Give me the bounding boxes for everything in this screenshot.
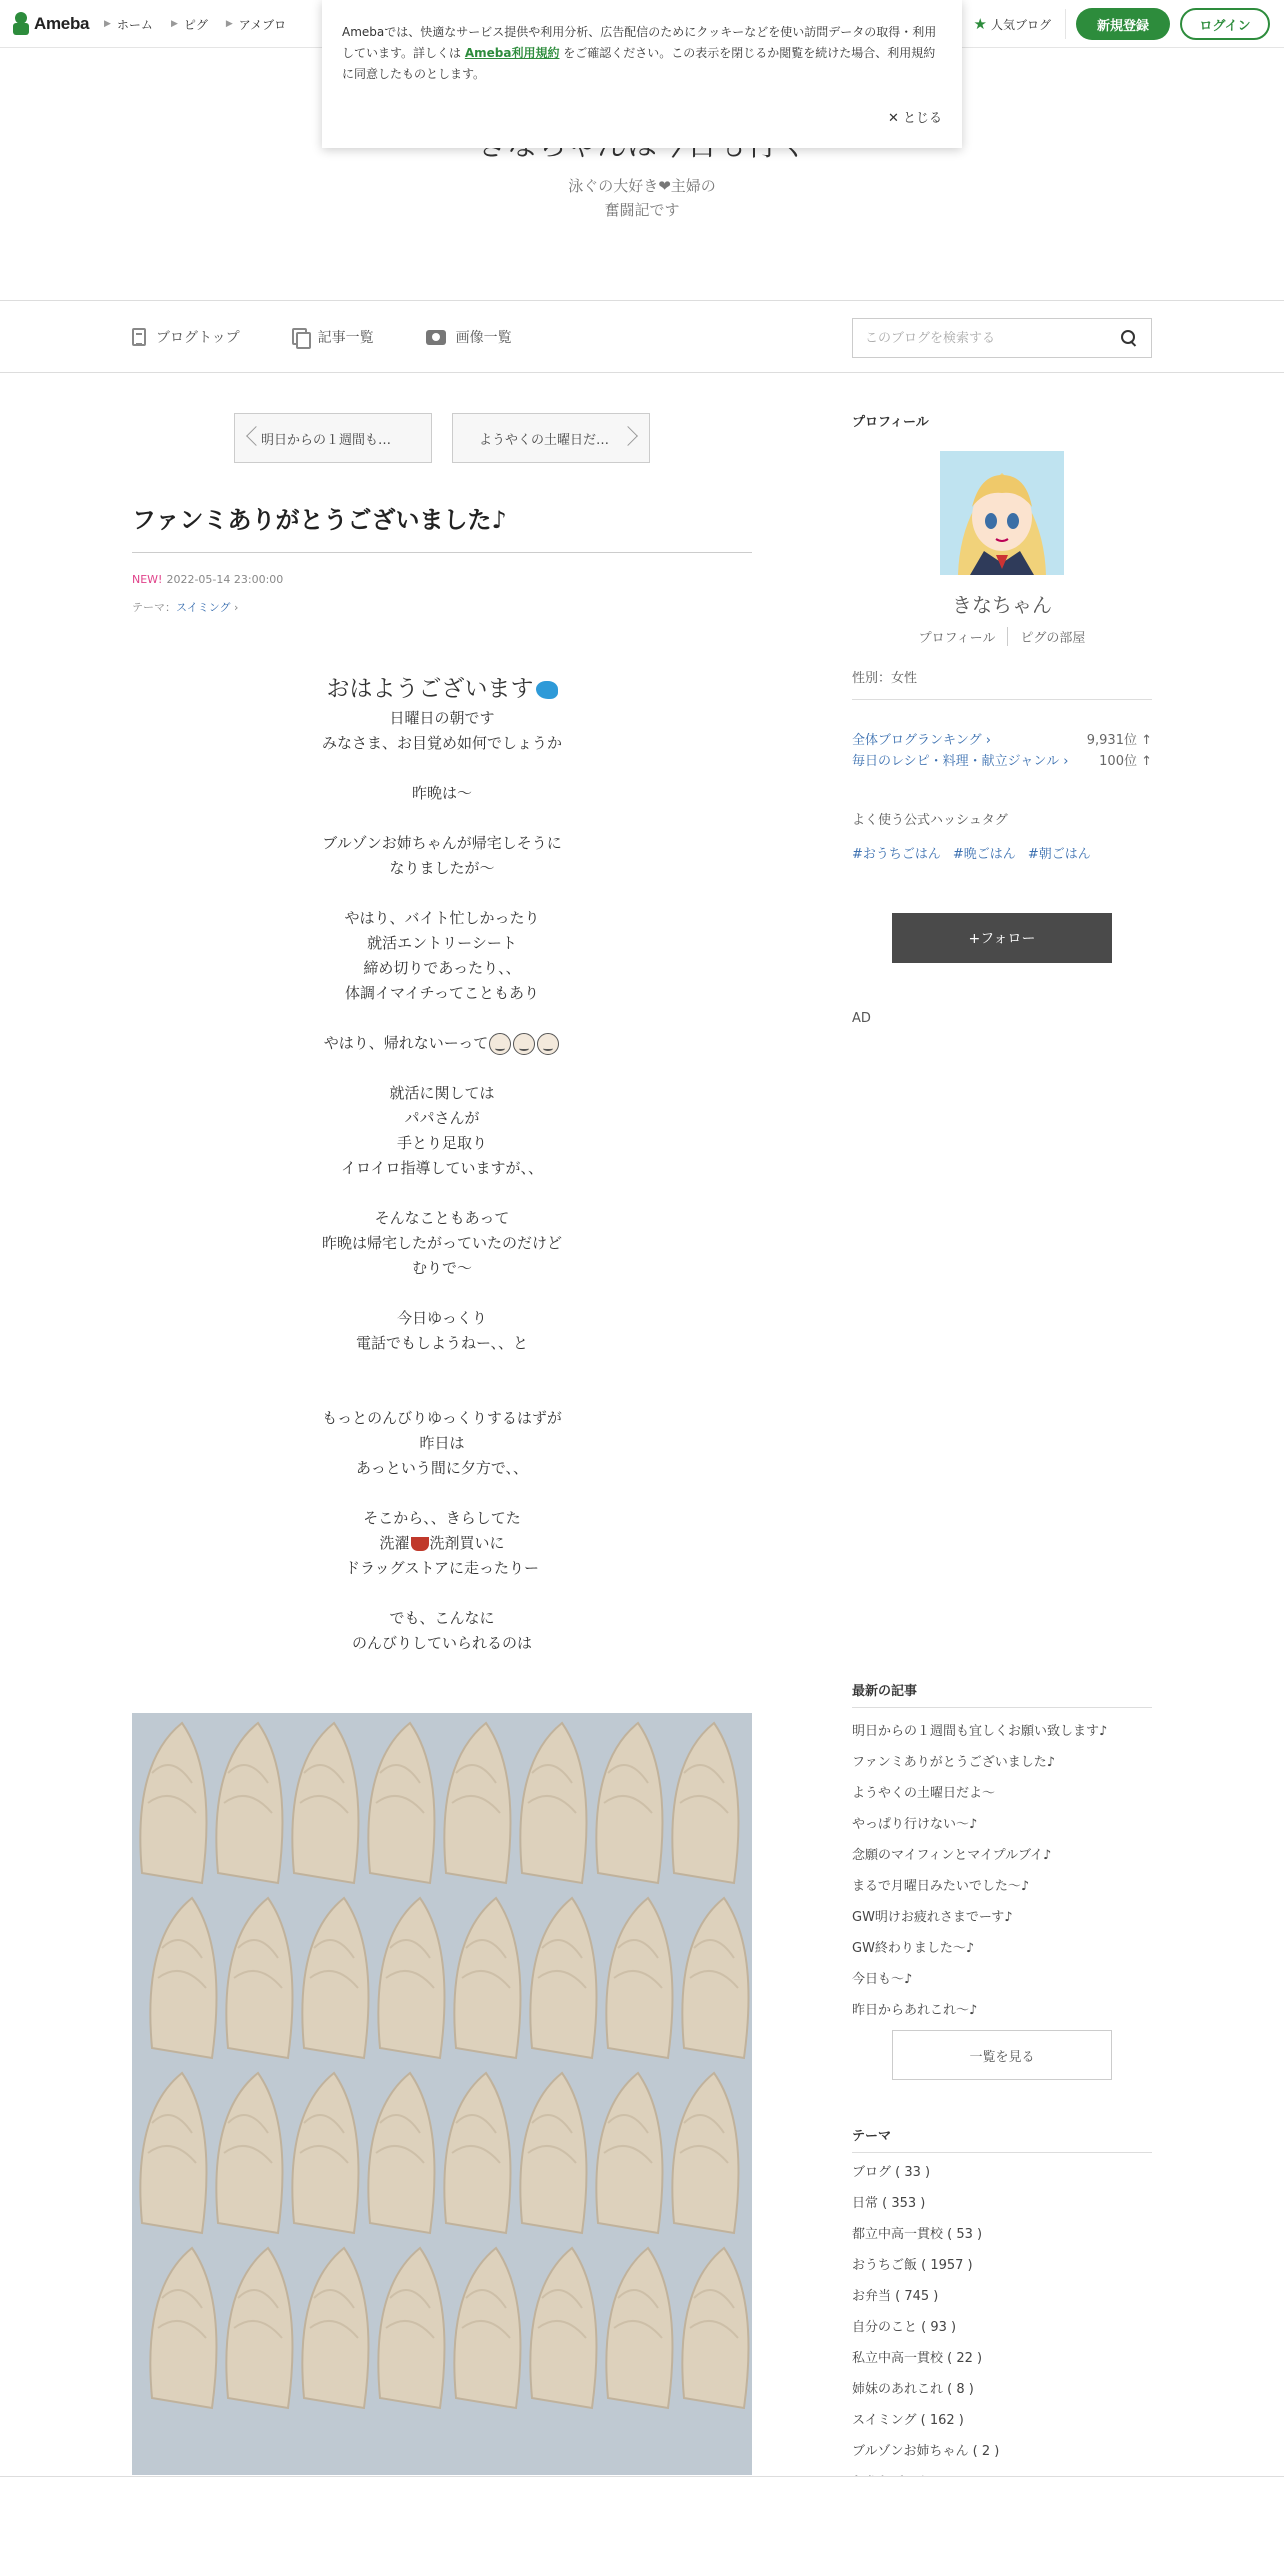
blog-search — [852, 318, 1152, 358]
divider — [852, 699, 1152, 700]
ranking-overall — [852, 729, 1152, 748]
list-item[interactable]: ブルゾンお姉ちゃん ( 2 ) — [852, 2444, 1000, 2459]
plastic-wrap-overlay — [132, 1713, 752, 2475]
list-item[interactable]: 私立中高一貫校 ( 22 ) — [852, 2351, 983, 2366]
article-line — [132, 1481, 752, 1506]
article-line: 体調イマイチってこともあり — [344, 984, 540, 1002]
ranking-overall-link[interactable] — [852, 729, 991, 748]
cookie-consent-dialog — [322, 0, 962, 148]
theme-label: テーマ： — [132, 601, 176, 614]
article-pager — [234, 413, 650, 463]
list-item[interactable]: 昨日からあれこれ〜♪ — [852, 2003, 978, 2018]
nav-home-label: ホーム — [116, 17, 153, 32]
list-item[interactable]: ようやくの土曜日だよ〜 — [852, 1786, 996, 1801]
article-title: ファンミありがとうございました♪ — [132, 500, 752, 553]
article-line — [132, 1581, 752, 1606]
chevron-right-icon: ▶ — [225, 19, 233, 29]
crying-face-emoji-icon — [537, 1033, 559, 1055]
avatar[interactable] — [940, 451, 1064, 575]
follow-button[interactable]: +フォロー — [892, 913, 1112, 963]
logo-text: Ameba — [34, 14, 90, 33]
article-line: 昨日は — [419, 1434, 465, 1452]
blog-top-label: ブログトップ — [156, 330, 240, 346]
article-line: イロイロ指導していますが、、 — [340, 1159, 544, 1177]
themes-heading: テーマ — [852, 2125, 1152, 2153]
chevron-right-icon: ▶ — [104, 19, 111, 29]
list-item[interactable]: 都立中高一貫校 ( 53 ) — [852, 2227, 983, 2242]
view-all-button[interactable]: 一覧を見る — [892, 2030, 1112, 2080]
ameba-logo[interactable] — [12, 12, 89, 36]
hashtag-link[interactable]: #朝ごはん — [1027, 847, 1091, 862]
gyoza-photo-drawing — [132, 1713, 752, 2475]
nav-pigg-label: ピグ — [183, 17, 208, 32]
profile-gender: 性別：女性 — [852, 671, 918, 686]
article-line-text: 洗濯 — [379, 1534, 410, 1552]
chevron-right-icon: › — [981, 733, 991, 748]
article-line: 手とり足取り — [396, 1134, 487, 1152]
chevron-right-icon: ▶ — [170, 19, 178, 29]
star-icon: ★ — [973, 15, 987, 33]
prev-article-button[interactable] — [234, 413, 432, 463]
list-item[interactable]: 念願のマイフィンとマイプルブイ♪ — [852, 1848, 1052, 1863]
list-item[interactable]: おうちご飯 ( 1957 ) — [852, 2258, 973, 2273]
article-date: 2022-05-14 23:00:00 — [166, 573, 284, 586]
article-line — [132, 1281, 752, 1306]
profile-name[interactable]: きなちゃん — [952, 593, 1052, 617]
blog-search-input[interactable] — [853, 319, 1103, 357]
article-line: パパさんが — [404, 1109, 480, 1127]
crying-face-emoji-icon — [513, 1033, 535, 1055]
article-line: ドラッグストアに走ったりー — [344, 1559, 540, 1577]
list-item[interactable]: まるで月曜日みたいでした〜♪ — [852, 1879, 1030, 1894]
recent-articles-heading: 最新の記事 — [852, 1680, 1152, 1708]
crying-face-emoji-icon — [489, 1033, 511, 1055]
list-item[interactable]: 姉妹のあれこれ ( 8 ) — [852, 2382, 974, 2397]
article-line-text: やはり、帰れないーって — [323, 1034, 489, 1052]
article-list-label: 記事一覧 — [317, 330, 374, 346]
hashtags — [852, 843, 1091, 862]
article-theme — [132, 599, 238, 615]
theme-link[interactable]: スイミング — [176, 601, 231, 614]
nav-ameblo[interactable] — [226, 16, 286, 33]
greeting-line — [132, 672, 752, 706]
article-line: もっとのんびりゆっくりするはずが — [322, 1409, 562, 1427]
ameba-mascot-icon — [12, 12, 30, 36]
article-line — [132, 1531, 752, 1556]
close-icon: ✕ — [887, 111, 903, 126]
cookie-text: をご確認ください。この表示を閉じるか閲覧を続けた場合、利用規約に同意したものとします。 — [342, 46, 936, 81]
cookie-close-label: とじる — [902, 111, 942, 126]
list-item[interactable]: スイミング ( 162 ) — [852, 2413, 964, 2428]
article-meta — [132, 573, 283, 586]
blog-description-line: 奮闘記です — [604, 201, 680, 219]
prev-article-label: 明日からの１週間も… — [261, 432, 392, 448]
document-icon — [132, 328, 146, 346]
article-line — [132, 806, 752, 831]
article-list-link[interactable] — [292, 327, 374, 347]
list-item[interactable]: 自分のこと ( 93 ) — [852, 2320, 957, 2335]
article-line: やはり、バイト忙しかったり — [344, 909, 540, 927]
profile-heading: プロフィール — [852, 415, 929, 430]
blog-top-link[interactable] — [132, 327, 240, 347]
article-line: 就活エントリーシート — [367, 934, 517, 952]
article-line: 締め切りであったり、、 — [363, 959, 521, 977]
list-item[interactable]: 日常 ( 353 ) — [852, 2196, 926, 2211]
hashtag-link[interactable]: #おうちごはん — [852, 847, 941, 862]
dolphin-emoji-icon — [536, 681, 558, 699]
profile-link[interactable]: プロフィール — [918, 631, 996, 646]
list-item[interactable]: ファンミありがとうございました♪ — [852, 1755, 1056, 1770]
ad-label: AD — [852, 1011, 871, 1026]
cookie-text: Amebaでは、快適なサービス提供や利用分析、広告配信のためにクッキーなどを使い訪問データの取得・利用しています。詳しくは — [342, 25, 937, 60]
greeting-text: おはようございます — [326, 676, 534, 702]
bottom-bar — [0, 2476, 1284, 2568]
gyoza-photo[interactable] — [132, 1713, 752, 2475]
article-line: 昨晩は帰宅したがっていたのだけど — [321, 1234, 562, 1252]
article-line: 日曜日の朝です — [389, 709, 495, 727]
ranking-value: 9,931位 ↑ — [1086, 733, 1152, 748]
hashtag-link[interactable]: #晩ごはん — [952, 847, 1016, 862]
list-item[interactable]: お弁当 ( 745 ) — [852, 2289, 939, 2304]
image-list-link[interactable] — [426, 327, 512, 347]
cookie-message — [342, 22, 942, 85]
ranking-genre — [852, 750, 1152, 769]
list-item[interactable]: ブログ ( 33 ) — [852, 2165, 931, 2180]
new-badge: NEW! — [132, 573, 163, 586]
terms-link[interactable]: Ameba利用規約 — [464, 46, 560, 60]
profile-links — [852, 627, 1152, 646]
ranking-label: 毎日のレシピ・料理・献立ジャンル — [852, 754, 1060, 769]
article-line: 今日ゆっくり — [397, 1309, 487, 1327]
camera-icon — [426, 330, 446, 345]
article-line: のんびりしていられるのは — [351, 1634, 532, 1652]
ranking-genre-link[interactable] — [852, 750, 1068, 769]
article-line: 電話でもしようねー、、と — [356, 1334, 528, 1352]
chevron-right-icon: › — [1059, 754, 1069, 769]
next-article-button[interactable] — [452, 413, 650, 463]
article-line: ブルゾンお姉ちゃんが帰宅しそうに — [322, 834, 562, 852]
image-list-label: 画像一覧 — [455, 330, 512, 346]
hashtags-heading: よく使う公式ハッシュタグ — [852, 813, 1008, 828]
list-item[interactable]: GW明けお疲れさまでーす♪ — [852, 1910, 1013, 1925]
laundry-basket-emoji-icon — [411, 1537, 429, 1551]
article-line: あっという間に夕方で、、 — [355, 1459, 529, 1477]
article-line — [132, 1006, 752, 1031]
list-item[interactable]: GW終わりました〜♪ — [852, 1941, 975, 1956]
chevron-right-icon: › — [230, 601, 239, 614]
article-line: そこから、、きらしてた — [363, 1509, 521, 1527]
article-line: 昨晩は〜 — [411, 784, 472, 802]
list-item[interactable]: 明日からの１週間も宜しくお願い致します♪ — [852, 1724, 1108, 1739]
article-line — [132, 1381, 752, 1406]
avatar-illustration — [940, 451, 1064, 575]
next-article-label: ようやくの土曜日だ… — [479, 432, 610, 448]
search-icon[interactable] — [1121, 330, 1137, 346]
article-line: みなさま、お目覚め如何でしょうか — [321, 734, 562, 752]
article-line: むりで〜 — [411, 1259, 472, 1277]
article-line — [132, 1056, 752, 1081]
nav-home[interactable] — [104, 16, 153, 33]
popular-blog-link[interactable] — [974, 9, 1066, 39]
chevron-right-icon — [618, 426, 638, 446]
blog-description — [0, 174, 1284, 222]
nav-ameblo-label: アメブロ — [238, 17, 287, 32]
article-line — [132, 1356, 752, 1381]
global-nav — [104, 0, 286, 48]
nav-pigg[interactable] — [171, 16, 208, 33]
themes-section — [852, 2125, 1152, 2475]
article-line: なりましたが〜 — [389, 859, 495, 877]
article-line — [132, 1181, 752, 1206]
article-body — [132, 672, 752, 1656]
article-line — [132, 881, 752, 906]
blog-description-line: 泳ぐの大好き❤主婦の — [568, 177, 716, 195]
article-line: でも、こんなに — [389, 1609, 495, 1627]
ranking-value: 100位 ↑ — [1099, 754, 1152, 769]
popular-blog-label: 人気ブログ — [990, 17, 1051, 32]
article-line: 就活に関しては — [389, 1084, 495, 1102]
article-line-text: 洗剤買いに — [429, 1534, 505, 1552]
themes-list — [852, 2157, 1152, 2498]
article-line: そんなこともあって — [374, 1209, 510, 1227]
profile-section — [852, 411, 1152, 1051]
cookie-close-button[interactable] — [888, 107, 942, 126]
register-button[interactable]: 新規登録 — [1076, 8, 1170, 40]
recent-articles-list — [852, 1716, 1152, 2026]
login-button[interactable]: ログイン — [1180, 8, 1270, 40]
ranking-label: 全体ブログランキング — [852, 733, 982, 748]
article-line — [132, 756, 752, 781]
header-actions — [974, 0, 1270, 48]
recent-articles-section — [852, 1680, 1152, 2065]
copy-icon — [292, 328, 308, 346]
list-item[interactable]: やっぱり行けない〜♪ — [852, 1817, 978, 1832]
article-line — [132, 1031, 752, 1056]
pigg-room-link[interactable]: ピグの部屋 — [1007, 627, 1097, 646]
blog-nav — [0, 300, 1284, 373]
list-item[interactable]: 今日も〜♪ — [852, 1972, 913, 1987]
